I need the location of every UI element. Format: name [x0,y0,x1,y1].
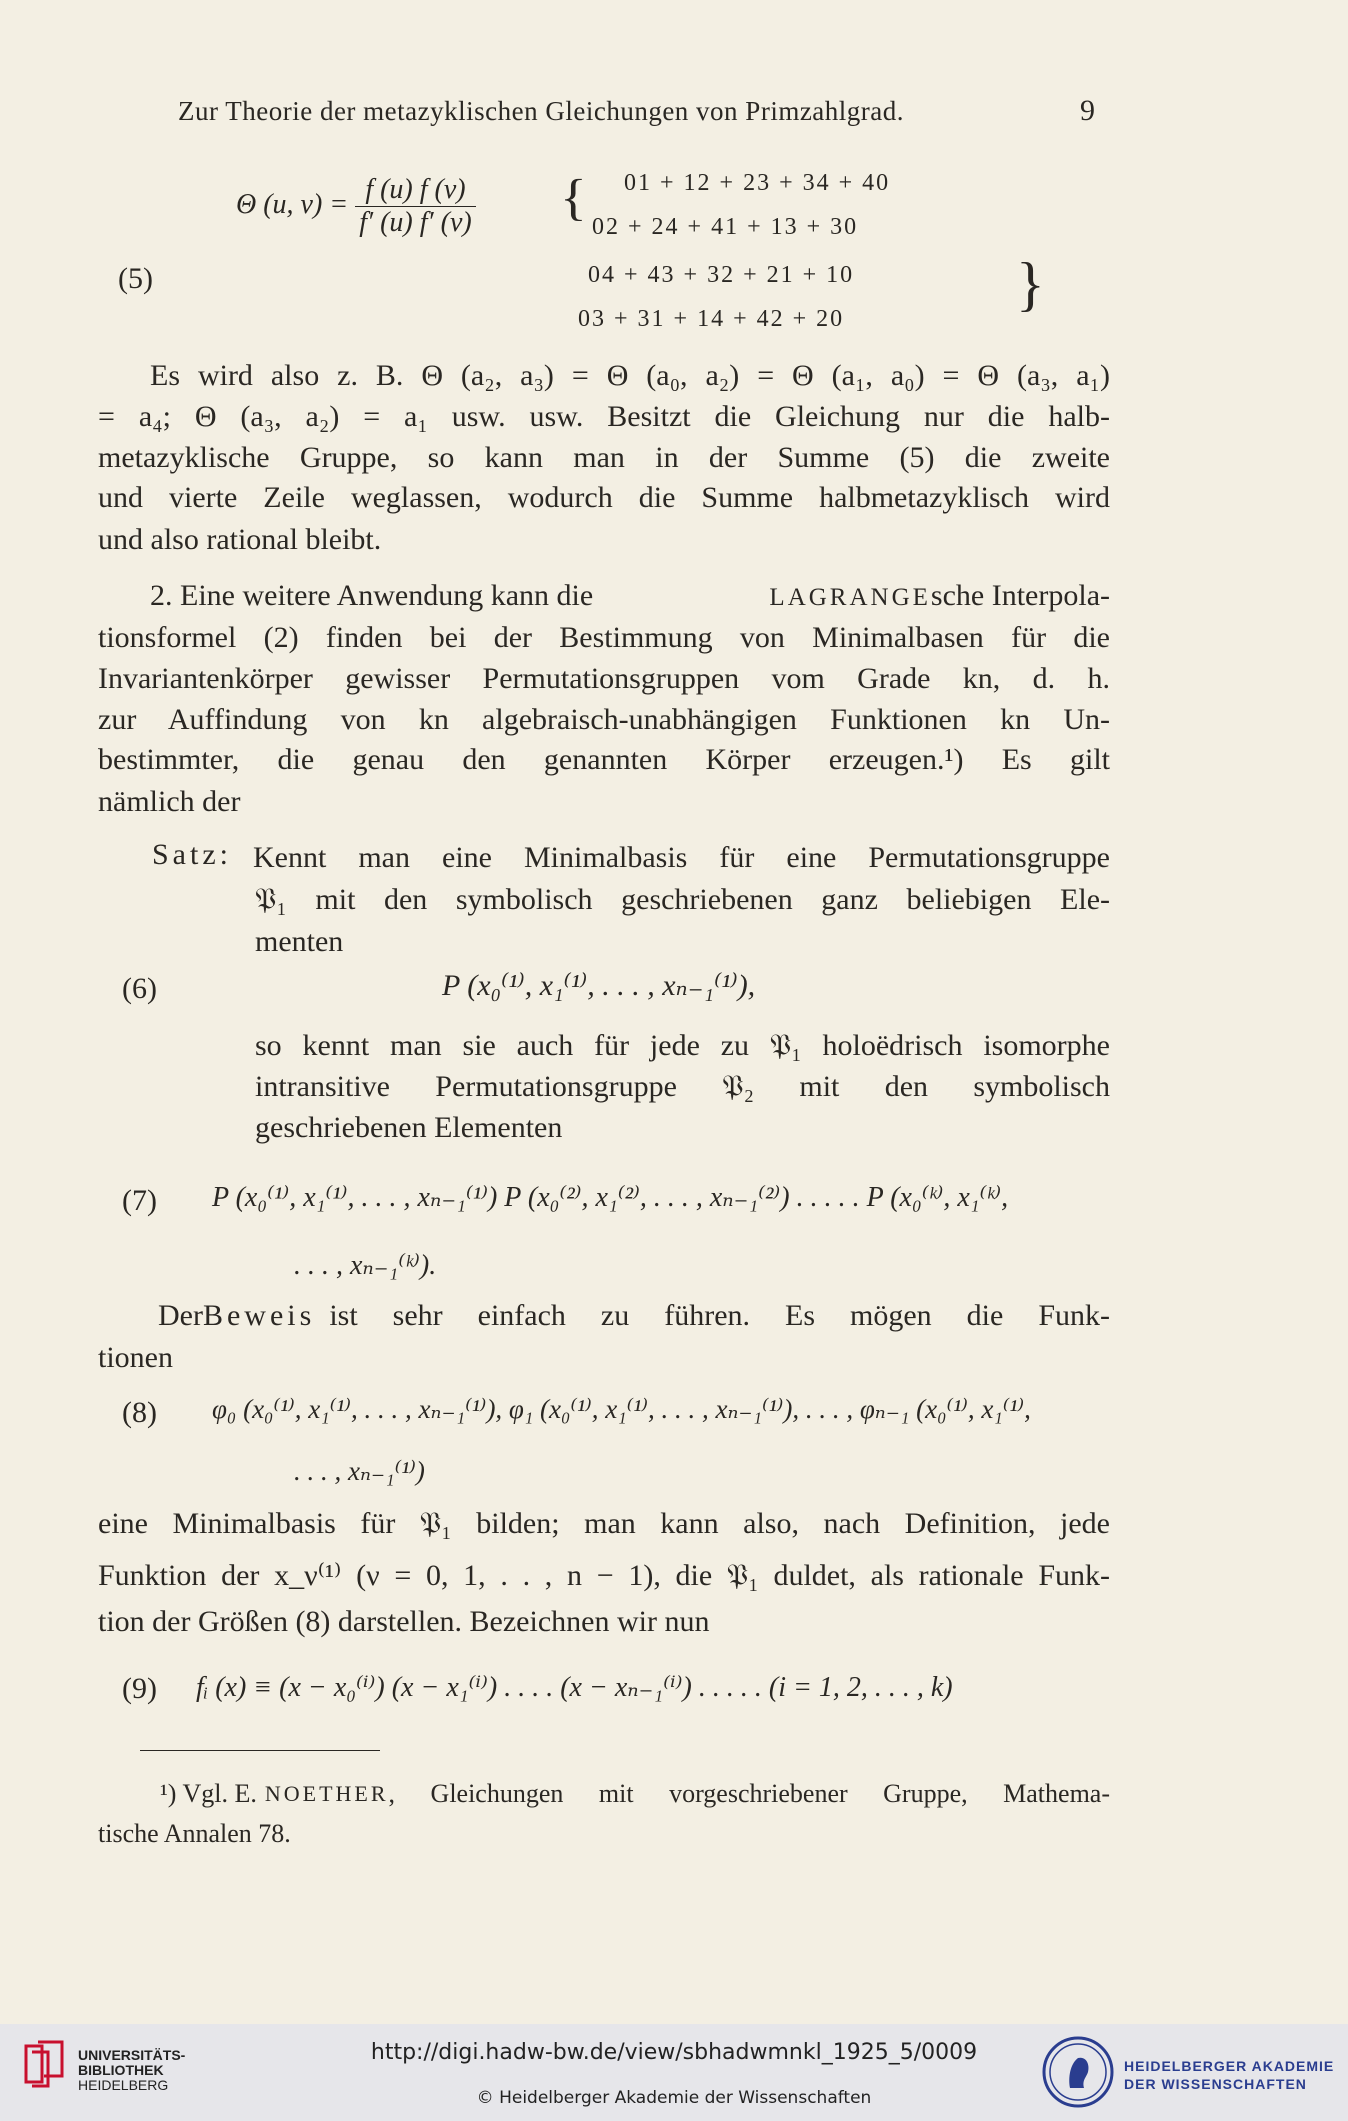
name-lagrange: LAGRANGEsche Interpola- [769,579,1110,612]
fraction [355,174,476,239]
equation-8-line-1: φ₀ (x₀⁽¹⁾, x₁⁽¹⁾, . . . , xₙ₋₁⁽¹⁾), φ₁ (x₀⁽¹⁾, x₁⁽¹⁾, . . . , xₙ₋₁⁽¹⁾), . . . , φₙ₋₁ (x₀⁽¹⁾, x₁⁽¹⁾, [212,1394,1031,1424]
brace-left: { [560,170,587,226]
text-line: metazyklische Gruppe, so kann man in der Summe (5) die zweite [98,441,1110,474]
sum-row-1: 01 + 12 + 23 + 34 + 40 [624,170,891,196]
text-span: Der [158,1299,203,1332]
equation-number: (6) [122,972,157,1005]
text-line: bestimmter, die genau den genannten Körper erzeugen.¹) Es gilt [98,743,1110,776]
text-line: 𝔓₁ mit den symbolisch geschriebenen ganz beliebigen Ele- [255,883,1110,916]
text-line: tionen [98,1341,173,1374]
text-line [158,1296,1110,1336]
text-line [150,576,1110,618]
document-url-link[interactable]: http://digi.hadw-bw.de/view/sbhadwmnkl_1925_5/0009 [370,2040,978,2065]
text-line: Invariantenkörper gewisser Permutationsgruppen vom Grade kn, d. h. [98,662,1110,695]
sum-row-2: 02 + 24 + 41 + 13 + 30 [592,214,859,240]
running-title: Zur Theorie der metazyklischen Gleichungen von Primzahlgrad. [178,96,905,126]
academy-seal-icon [1040,2034,1116,2110]
text-line: menten [255,925,344,958]
text-line: Kennt man eine Minimalbasis für eine Permutationsgruppe [253,841,1110,874]
text-line: geschriebenen Elementen [255,1111,563,1144]
text-line: = a₄; Θ (a₃, a₂) = a₁ usw. usw. Besitzt die Gleichung nur die halb- [98,400,1110,433]
text-line: UNIVERSITÄTS- [78,2047,186,2063]
footnote-line [160,1774,1110,1814]
equation-number: (9) [122,1672,157,1705]
footnote-line: tische Annalen 78. [98,1819,291,1848]
equation-6: P (x₀⁽¹⁾, x₁⁽¹⁾, . . . , xₙ₋₁⁽¹⁾), [442,969,756,1002]
equation-number: (8) [122,1396,157,1429]
text-line: tion der Größen (8) darstellen. Bezeichnen wir nun [98,1605,710,1638]
text-line: zur Auffindung von kn algebraisch-unabhängigen Funktionen kn Un- [98,703,1110,736]
text-line: und vierte Zeile weglassen, wodurch die Summe halbmetazyklisch wird [98,481,1110,514]
equation-number: (7) [122,1184,157,1217]
satz-label: Satz: [152,838,232,871]
equation-7-line-2: . . . , xₙ₋₁⁽ᵏ⁾). [294,1250,437,1281]
name-noether: NOETHER [264,1781,389,1806]
text-line: eine Minimalbasis für 𝔓₁ bilden; man kann also, nach Definition, jede [98,1507,1110,1540]
text-span: ¹) Vgl. E. [160,1779,257,1808]
fraction-denominator: f′ (u) f′ (v) [359,207,472,238]
beweis-word: Beweis [202,1299,316,1332]
copyright-notice: © Heidelberger Akademie der Wissenschaften [476,2088,872,2108]
text-line: DER WISSENSCHAFTEN [1124,2076,1307,2092]
sum-row-4: 03 + 31 + 14 + 42 + 20 [578,306,845,332]
text-line: und also rational bleibt. [98,523,382,556]
text-span: ist sehr einfach zu führen. Es mögen die Funk- [329,1299,1110,1332]
text-span: 2. Eine weitere Anwendung kann die [150,579,594,612]
brace-right: } [1016,251,1045,317]
text-line: Es wird also z. B. Θ (a₂, a₃) = Θ (a₀, a₂) = Θ (a₁, a₀) = Θ (a₃, a₁) [150,359,1110,392]
text-line: Funktion der x_ν⁽¹⁾ (ν = 0, 1, . . , n − 1), die 𝔓₁ duldet, als rationale Funk- [98,1559,1110,1592]
academy-name [1124,2057,1334,2093]
text-line: so kennt man sie auch für jede zu 𝔓₁ holoëdrisch isomorphe [255,1029,1110,1062]
text-line: tionsformel (2) finden bei der Bestimmung von Minimalbasen für die [98,621,1110,654]
sum-row-3: 04 + 43 + 32 + 21 + 10 [588,262,855,288]
footnote-rule [140,1750,380,1751]
text-line: BIBLIOTHEK [78,2062,164,2078]
equation-number: (5) [118,262,153,295]
page-number: 9 [1080,94,1095,127]
equation-7-line-1: P (x₀⁽¹⁾, x₁⁽¹⁾, . . . , xₙ₋₁⁽¹⁾) P (x₀⁽²⁾, x₁⁽²⁾, . . . , xₙ₋₁⁽²⁾) . . . . . P (x₀⁽ᵏ⁾, x₁⁽ᵏ⁾, [212,1182,1009,1213]
equation-8-line-2: . . . , xₙ₋₁⁽¹⁾) [294,1456,425,1486]
equation-lhs: Θ (u, v) = [236,188,349,220]
fraction-numerator: f (u) f (v) [355,174,476,207]
text-line: HEIDELBERGER AKADEMIE [1124,2058,1335,2074]
text-line: HEIDELBERG [78,2077,169,2093]
text-line: nämlich der [98,785,241,818]
equation-9: fᵢ (x) ≡ (x − x₀⁽ⁱ⁾) (x − x₁⁽ⁱ⁾) . . . . (x − xₙ₋₁⁽ⁱ⁾) . . . . . (i = 1, 2, . . . , k) [196,1672,953,1703]
text-span: , Gleichungen mit vorgeschriebener Gruppe, Mathema- [388,1779,1110,1808]
text-line: intransitive Permutationsgruppe 𝔓₂ mit den symbolisch [255,1070,1110,1103]
